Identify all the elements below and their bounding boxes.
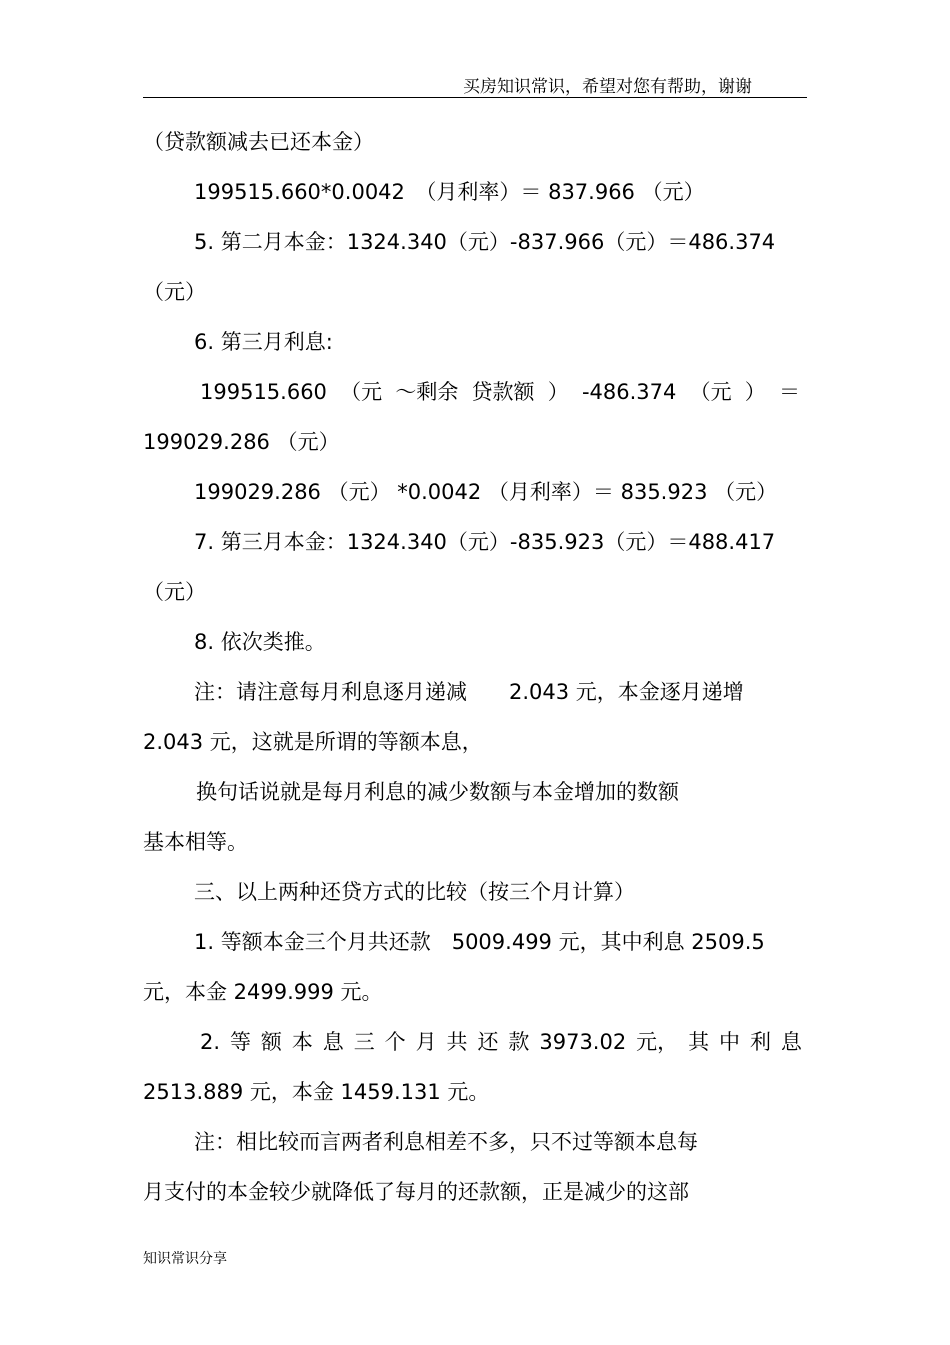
text-line-10: （元） [143,580,206,604]
text-line-5: 6. 第三月利息: [194,330,333,354]
line19-seg: 息 [322,1030,344,1054]
line6-seg: 199515.660 [200,380,327,404]
text-line-13: 2.043 元，这就是所谓的等额本息， [143,730,483,754]
text-line-16: 三、以上两种还贷方式的比较（按三个月计算） [194,880,635,904]
line6-seg: ） [744,380,766,404]
text-line-3: 5. 第二月本金：1324.340（元）-837.966（元）＝486.374 [194,230,776,254]
line19-seg: 其 [688,1030,710,1054]
line6-seg: 贷款额 [471,380,535,404]
text-line-9: 7. 第三月本金：1324.340（元）-835.923（元）＝488.417 [194,530,776,554]
text-line-17: 1. 等额本金三个月共还款 5009.499 元，其中利息 2509.5 [194,930,765,954]
text-line-11: 8. 依次类推。 [194,630,326,654]
line19-seg: 还 [477,1030,499,1054]
text-line-1: （贷款额减去已还本金） [143,130,374,154]
text-line-19 [200,1032,802,1053]
text-line-14: 换句话说就是每月利息的减少数额与本金增加的数额 [196,780,679,804]
text-line-22: 月支付的本金较少就降低了每月的还款额，正是减少的这部 [143,1180,689,1204]
line6-seg: -486.374 [581,380,677,404]
text-line-4: （元） [143,280,206,304]
line19-seg: 2. [200,1030,221,1054]
line19-seg: 共 [446,1030,468,1054]
text-line-2: 199515.660*0.0042 （月利率）＝ 837.966 （元） [194,180,705,204]
text-line-8: 199029.286 （元） *0.0042 （月利率）＝ 835.923 （元） [194,480,778,504]
line6-seg: ） [547,380,569,404]
text-line-18: 元，本金 2499.999 元。 [143,980,383,1004]
line19-seg: 元， [636,1030,679,1054]
text-line-20: 2513.889 元，本金 1459.131 元。 [143,1080,490,1104]
line6-seg: ＝ [778,380,800,404]
line6-seg: ～剩余 [395,380,459,404]
text-line-6 [200,382,800,403]
line19-seg: 额 [260,1030,282,1054]
page-footer: 知识常识分享 [143,1251,227,1267]
line19-seg: 利 [749,1030,771,1054]
line19-seg: 等 [229,1030,251,1054]
line19-seg: 款 [508,1030,530,1054]
page-header: 买房知识常识，希望对您有帮助，谢谢 [463,77,752,97]
header-divider [143,97,807,98]
line19-seg: 三 [353,1030,375,1054]
text-line-21: 注：相比较而言两者利息相差不多，只不过等额本息每 [194,1130,698,1154]
text-line-7: 199029.286 （元） [143,430,340,454]
line6-seg: （元 [340,380,383,404]
line6-seg: （元 [689,380,732,404]
line19-seg: 个 [384,1030,406,1054]
line19-seg: 本 [291,1030,313,1054]
text-line-15: 基本相等。 [143,830,248,854]
line19-seg: 3973.02 [539,1030,627,1054]
line19-seg: 中 [719,1030,741,1054]
line19-seg: 月 [415,1030,437,1054]
line19-seg: 息 [780,1030,802,1054]
text-line-12: 注：请注意每月利息逐月递减 2.043 元，本金逐月递增 [194,680,744,704]
